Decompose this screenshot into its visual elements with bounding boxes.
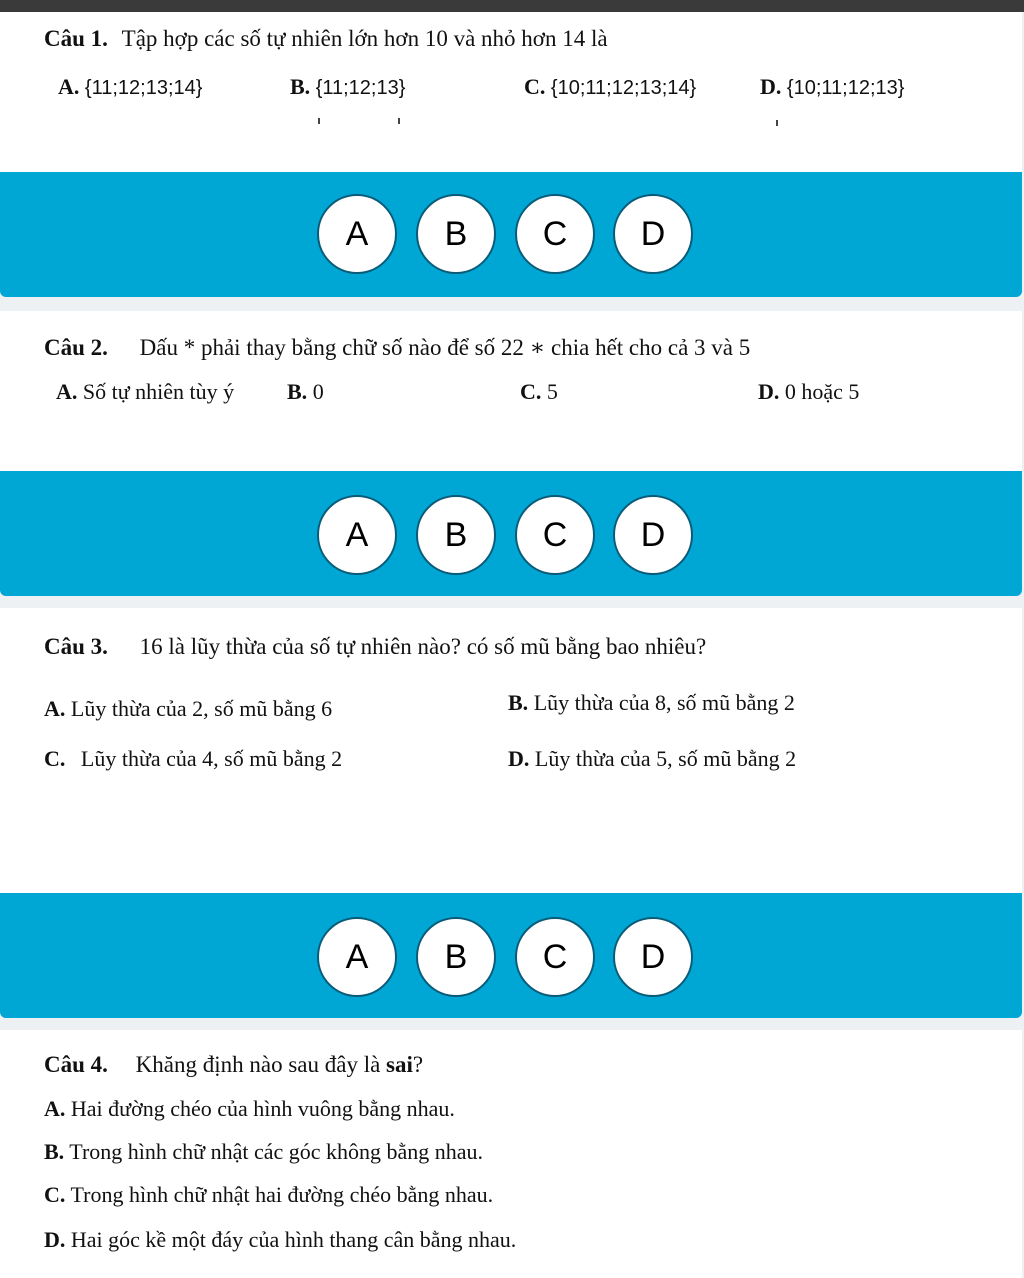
question-4-card bbox=[0, 1030, 1022, 1278]
question-3-stem: 16 là lũy thừa của số tự nhiên nào? có số mũ bằng bao nhiêu? bbox=[139, 634, 707, 659]
q1-option-a-label: A. bbox=[58, 74, 80, 99]
answer-band-3 bbox=[0, 893, 1022, 1018]
q4-option-c-label: C. bbox=[44, 1182, 66, 1207]
answer-a-button[interactable]: A bbox=[317, 194, 397, 274]
question-4-stem-end: ? bbox=[412, 1052, 424, 1077]
q3-option-c bbox=[44, 746, 342, 772]
q4-option-b-value: Trong hình chữ nhật các góc không bằng nhau. bbox=[69, 1139, 484, 1164]
q3-option-b-value: Lũy thừa của 8, số mũ bằng 2 bbox=[533, 690, 795, 715]
q4-option-d-value: Hai góc kề một đáy của hình thang cân bằng nhau. bbox=[70, 1227, 517, 1252]
q1-option-d-value: {10;11;12;13} bbox=[786, 77, 905, 99]
q3-option-b-label: B. bbox=[508, 690, 529, 715]
stray-mark bbox=[318, 118, 320, 124]
q4-option-a bbox=[44, 1096, 455, 1122]
q4-option-a-label: A. bbox=[44, 1096, 66, 1121]
q4-option-c-value: Trong hình chữ nhật hai đường chéo bằng nhau. bbox=[70, 1182, 494, 1207]
stray-mark bbox=[776, 120, 778, 126]
q3-option-a bbox=[44, 696, 332, 722]
answer-a-button[interactable]: A bbox=[317, 917, 397, 997]
q3-option-d bbox=[508, 746, 796, 772]
question-1-card bbox=[0, 12, 1022, 172]
answer-d-button[interactable]: D bbox=[613, 917, 693, 997]
q1-option-c bbox=[524, 74, 696, 100]
q4-option-b-label: B. bbox=[44, 1139, 65, 1164]
q2-option-c bbox=[520, 379, 558, 405]
answer-c-button[interactable]: C bbox=[515, 194, 595, 274]
q2-option-c-label: C. bbox=[520, 379, 542, 404]
q2-option-a-label: A. bbox=[56, 379, 78, 404]
question-1-label: Câu 1. bbox=[44, 26, 108, 51]
answer-b-button[interactable]: B bbox=[416, 917, 496, 997]
q1-option-b-value: {11;12;13} bbox=[315, 77, 406, 99]
q4-option-c bbox=[44, 1182, 493, 1208]
question-2-card bbox=[0, 311, 1022, 471]
q1-option-a bbox=[58, 74, 202, 100]
answer-c-button[interactable]: C bbox=[515, 495, 595, 575]
question-4-stem-emphasis: sai bbox=[386, 1052, 413, 1077]
q2-option-b-value: 0 bbox=[312, 379, 324, 404]
q4-option-a-value: Hai đường chéo của hình vuông bằng nhau. bbox=[70, 1096, 455, 1121]
q2-option-d-label: D. bbox=[758, 379, 780, 404]
question-1-stem: Tập hợp các số tự nhiên lớn hơn 10 và nhỏ hơn 14 là bbox=[121, 26, 608, 51]
answer-d-button[interactable]: D bbox=[613, 194, 693, 274]
answer-band-1 bbox=[0, 172, 1022, 297]
question-3-card bbox=[0, 608, 1022, 893]
answer-b-button[interactable]: B bbox=[416, 194, 496, 274]
question-4-label: Câu 4. bbox=[44, 1052, 108, 1077]
q1-option-d bbox=[760, 74, 904, 100]
q3-option-a-label: A. bbox=[44, 696, 66, 721]
question-1-text bbox=[44, 26, 608, 52]
q2-option-b bbox=[287, 379, 324, 405]
q2-option-d bbox=[758, 379, 859, 405]
q3-option-c-value: Lũy thừa của 4, số mũ bằng 2 bbox=[80, 746, 343, 771]
q4-option-d-label: D. bbox=[44, 1227, 66, 1252]
q2-option-a bbox=[56, 379, 234, 405]
answer-b-button[interactable]: B bbox=[416, 495, 496, 575]
q1-option-b bbox=[290, 74, 405, 100]
question-4-stem-start: Khăng định nào sau đây là bbox=[135, 1052, 387, 1077]
stray-mark bbox=[398, 118, 400, 124]
q4-option-d bbox=[44, 1227, 516, 1253]
q2-option-d-value: 0 hoặc 5 bbox=[784, 379, 860, 404]
q3-option-d-label: D. bbox=[508, 746, 530, 771]
answer-a-button[interactable]: A bbox=[317, 495, 397, 575]
question-2-stem: Dấu * phải thay bằng chữ số nào để số 22 ∗ chia hết cho cả 3 và 5 bbox=[139, 335, 751, 360]
q2-option-b-label: B. bbox=[287, 379, 308, 404]
question-3-text bbox=[44, 634, 706, 660]
top-bar bbox=[0, 0, 1024, 12]
question-4-text bbox=[44, 1052, 423, 1078]
question-2-text bbox=[44, 335, 750, 361]
q2-option-c-value: 5 bbox=[546, 379, 558, 404]
question-2-label: Câu 2. bbox=[44, 335, 108, 360]
q3-option-a-value: Lũy thừa của 2, số mũ bằng 6 bbox=[70, 696, 333, 721]
answer-d-button[interactable]: D bbox=[613, 495, 693, 575]
q1-option-c-label: C. bbox=[524, 74, 546, 99]
answer-c-button[interactable]: C bbox=[515, 917, 595, 997]
q1-option-d-label: D. bbox=[760, 74, 782, 99]
q3-option-b bbox=[508, 690, 795, 716]
answer-band-2 bbox=[0, 471, 1022, 596]
q2-option-a-value: Số tự nhiên tùy ý bbox=[82, 379, 235, 404]
question-3-label: Câu 3. bbox=[44, 634, 108, 659]
q1-option-c-value: {10;11;12;13;14} bbox=[550, 77, 697, 99]
q1-option-b-label: B. bbox=[290, 74, 311, 99]
question-4-stem bbox=[136, 1052, 423, 1077]
q3-option-c-label: C. bbox=[44, 746, 66, 771]
q4-option-b bbox=[44, 1139, 483, 1165]
q3-option-d-value: Lũy thừa của 5, số mũ bằng 2 bbox=[534, 746, 797, 771]
q1-option-a-value: {11;12;13;14} bbox=[84, 77, 203, 99]
